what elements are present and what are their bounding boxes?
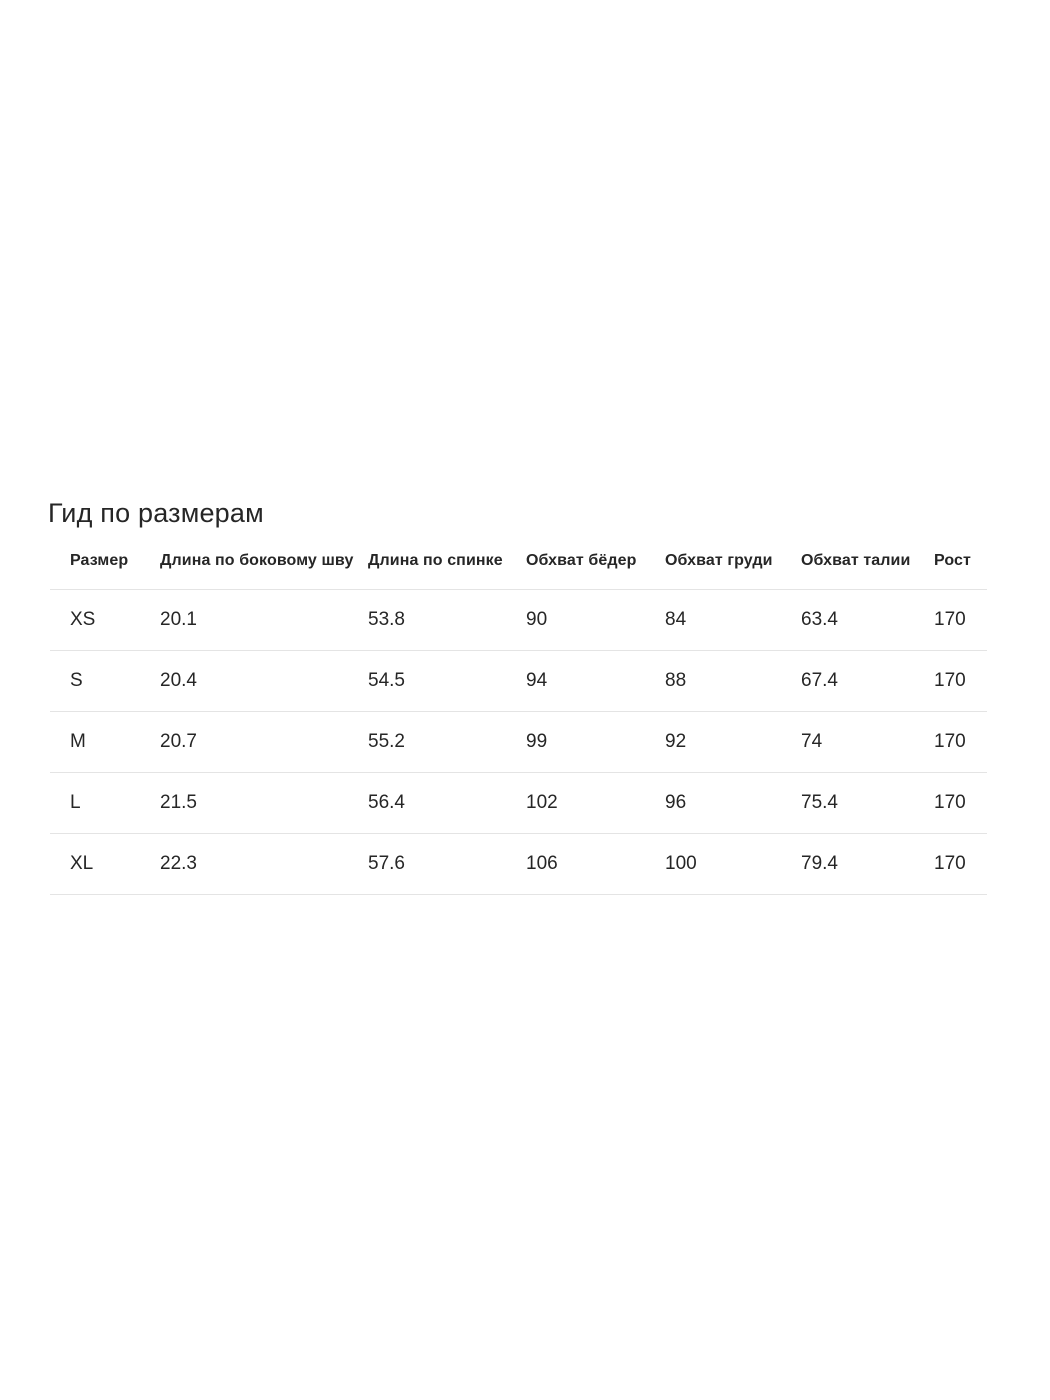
table-row-l: [50, 772, 987, 833]
cell-side-seam-length: 20.4: [144, 650, 352, 711]
column-header-side-seam-length: Длина по боковому шву: [144, 534, 352, 589]
cell-size: L: [50, 772, 144, 833]
column-header-hip-girth: Обхват бёдер: [510, 534, 649, 589]
cell-waist-girth: 74: [785, 711, 918, 772]
table-row-xl: [50, 833, 987, 894]
column-header-height: Рост: [918, 534, 987, 589]
cell-waist-girth: 67.4: [785, 650, 918, 711]
cell-height: 170: [918, 772, 987, 833]
cell-back-length: 55.2: [352, 711, 510, 772]
size-guide-header: [50, 534, 987, 589]
cell-chest-girth: 96: [649, 772, 785, 833]
cell-size: XS: [50, 589, 144, 650]
cell-back-length: 53.8: [352, 589, 510, 650]
table-row-m: [50, 711, 987, 772]
cell-hip-girth: 94: [510, 650, 649, 711]
cell-back-length: 57.6: [352, 833, 510, 894]
table-row-s: [50, 650, 987, 711]
cell-chest-girth: 92: [649, 711, 785, 772]
column-header-waist-girth: Обхват талии: [785, 534, 918, 589]
cell-height: 170: [918, 589, 987, 650]
column-header-back-length: Длина по спинке: [352, 534, 510, 589]
cell-chest-girth: 84: [649, 589, 785, 650]
cell-side-seam-length: 21.5: [144, 772, 352, 833]
cell-waist-girth: 79.4: [785, 833, 918, 894]
cell-hip-girth: 106: [510, 833, 649, 894]
cell-side-seam-length: 20.7: [144, 711, 352, 772]
cell-size: XL: [50, 833, 144, 894]
header-row: [50, 534, 987, 589]
column-header-size: Размер: [50, 534, 144, 589]
cell-back-length: 54.5: [352, 650, 510, 711]
cell-chest-girth: 100: [649, 833, 785, 894]
cell-hip-girth: 90: [510, 589, 649, 650]
column-header-chest-girth: Обхват груди: [649, 534, 785, 589]
cell-side-seam-length: 22.3: [144, 833, 352, 894]
page-title: Гид по размерам: [48, 498, 264, 528]
cell-height: 170: [918, 711, 987, 772]
cell-hip-girth: 102: [510, 772, 649, 833]
size-guide-table: [50, 534, 987, 895]
cell-height: 170: [918, 833, 987, 894]
cell-back-length: 56.4: [352, 772, 510, 833]
table-row-xs: [50, 589, 987, 650]
cell-side-seam-length: 20.1: [144, 589, 352, 650]
cell-chest-girth: 88: [649, 650, 785, 711]
cell-hip-girth: 99: [510, 711, 649, 772]
size-guide-body: [50, 589, 987, 894]
cell-size: M: [50, 711, 144, 772]
cell-waist-girth: 75.4: [785, 772, 918, 833]
cell-height: 170: [918, 650, 987, 711]
cell-waist-girth: 63.4: [785, 589, 918, 650]
cell-size: S: [50, 650, 144, 711]
